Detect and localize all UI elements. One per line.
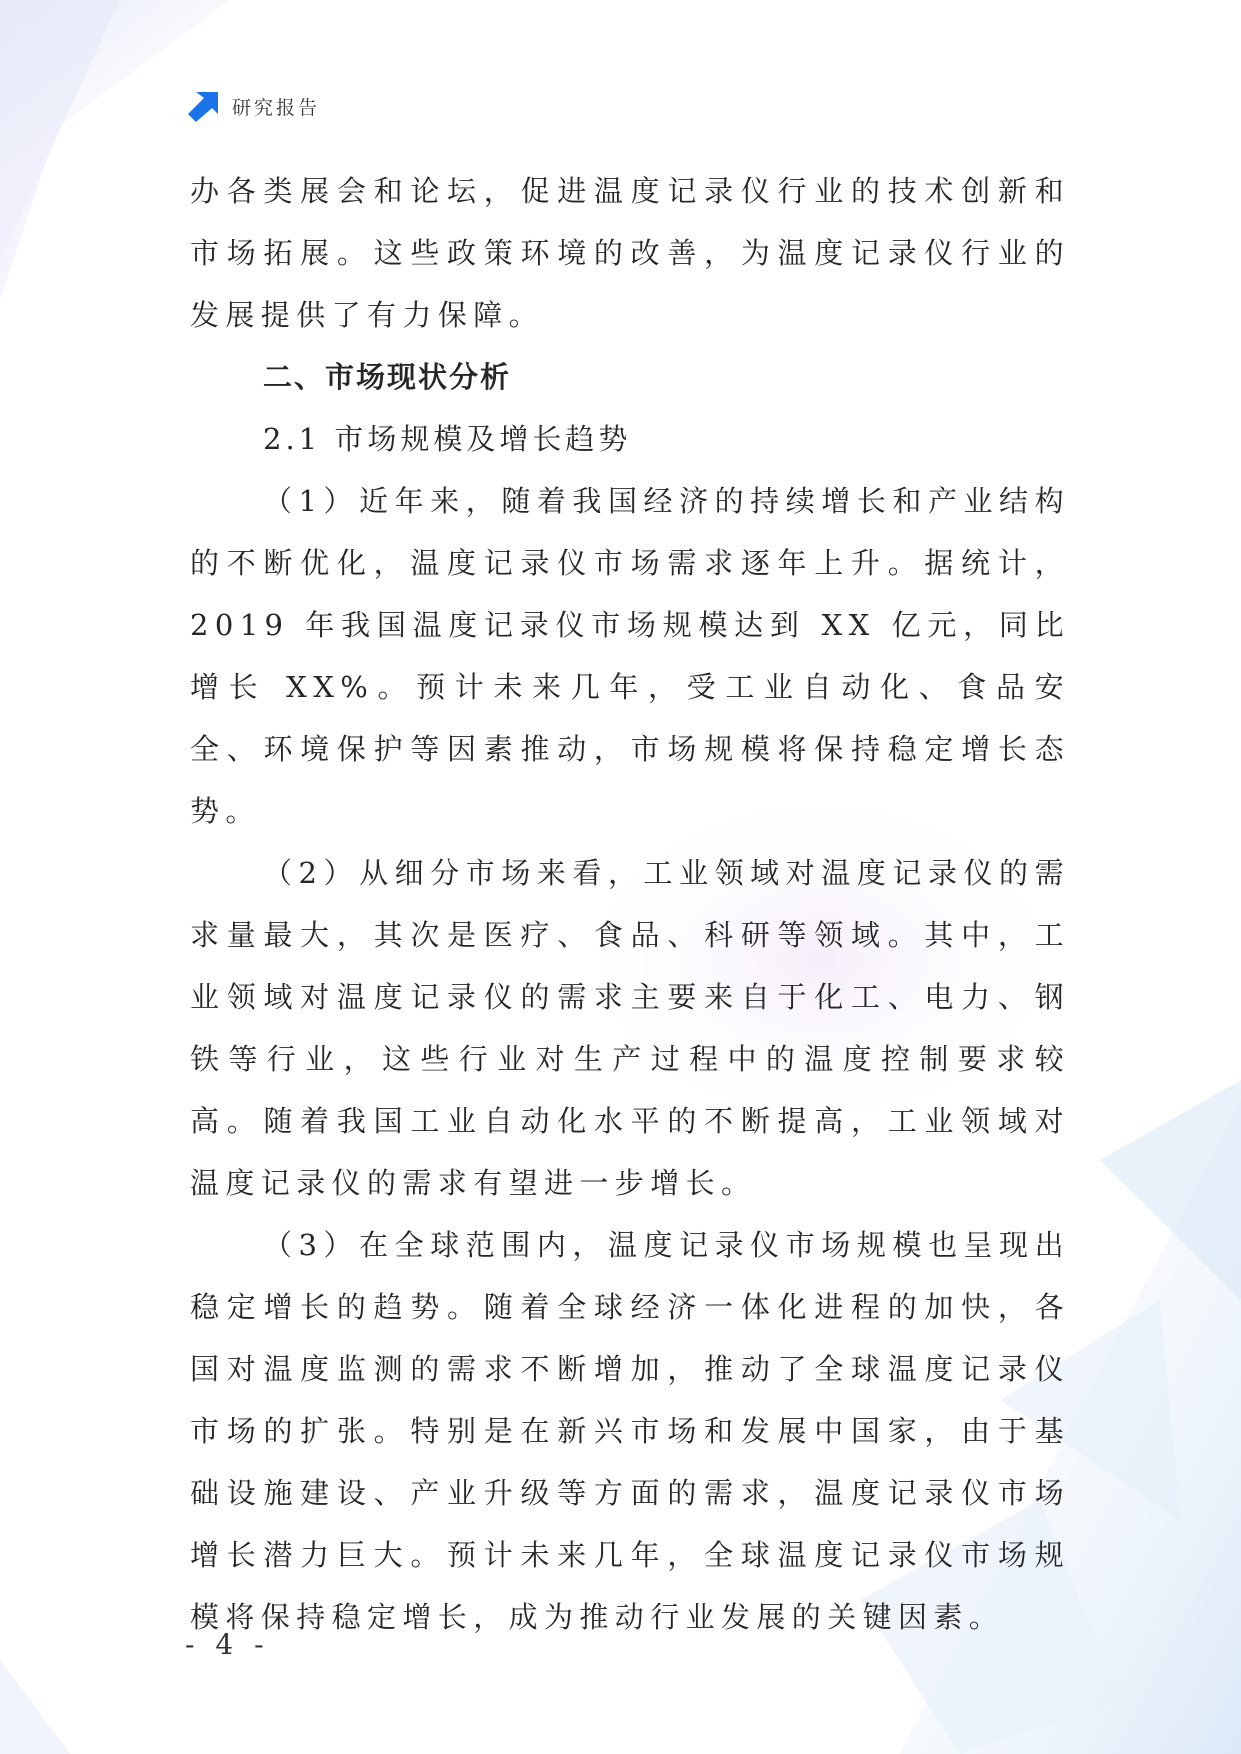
sub-heading: 2.1 市场规模及增长趋势 [263, 422, 632, 456]
section-heading: 二、市场现状分析 [263, 360, 512, 394]
document-body [190, 160, 1070, 1648]
paragraph-2: （2）从细分市场来看，工业领域对温度记录仪的需求量最大，其次是医疗、食品、科研等领域。其中，工业领域对温度记录仪的需求主要来自于化工、电力、钢铁等行业，这些行业对生产过程中的温度控制要求较高。随着我国工业自动化水平的不断提高，工业领域对温度记录仪的需求有望进一步增长。 [190, 856, 1070, 1200]
paragraph-3: （3）在全球范围内，温度记录仪市场规模也呈现出稳定增长的趋势。随着全球经济一体化进程的加快，各国对温度监测的需求不断增加，推动了全球温度记录仪市场的扩张。特别是在新兴市场和发展中国家，由于基础设施建设、产业升级等方面的需求，温度记录仪市场增长潜力巨大。预计未来几年，全球温度记录仪市场规模将保持稳定增长，成为推动行业发展的关键因素。 [190, 1228, 1070, 1634]
arrow-up-right-icon [188, 90, 220, 122]
intro-paragraph: 办各类展会和论坛，促进温度记录仪行业的技术创新和市场拓展。这些政策环境的改善，为温度记录仪行业的发展提供了有力保障。 [190, 174, 1070, 332]
report-header [188, 88, 320, 124]
paragraph-1: （1）近年来，随着我国经济的持续增长和产业结构的不断优化，温度记录仪市场需求逐年上升。据统计，2019 年我国温度记录仪市场规模达到 XX 亿元，同比增长 XX%。预计未来几年，受工业自动化、食品安全、环境保护等因素推动，市场规模将保持稳定增长态势。 [190, 484, 1070, 828]
header-title: 研究报告 [232, 96, 321, 119]
page-number: - 4 - [185, 1628, 270, 1661]
